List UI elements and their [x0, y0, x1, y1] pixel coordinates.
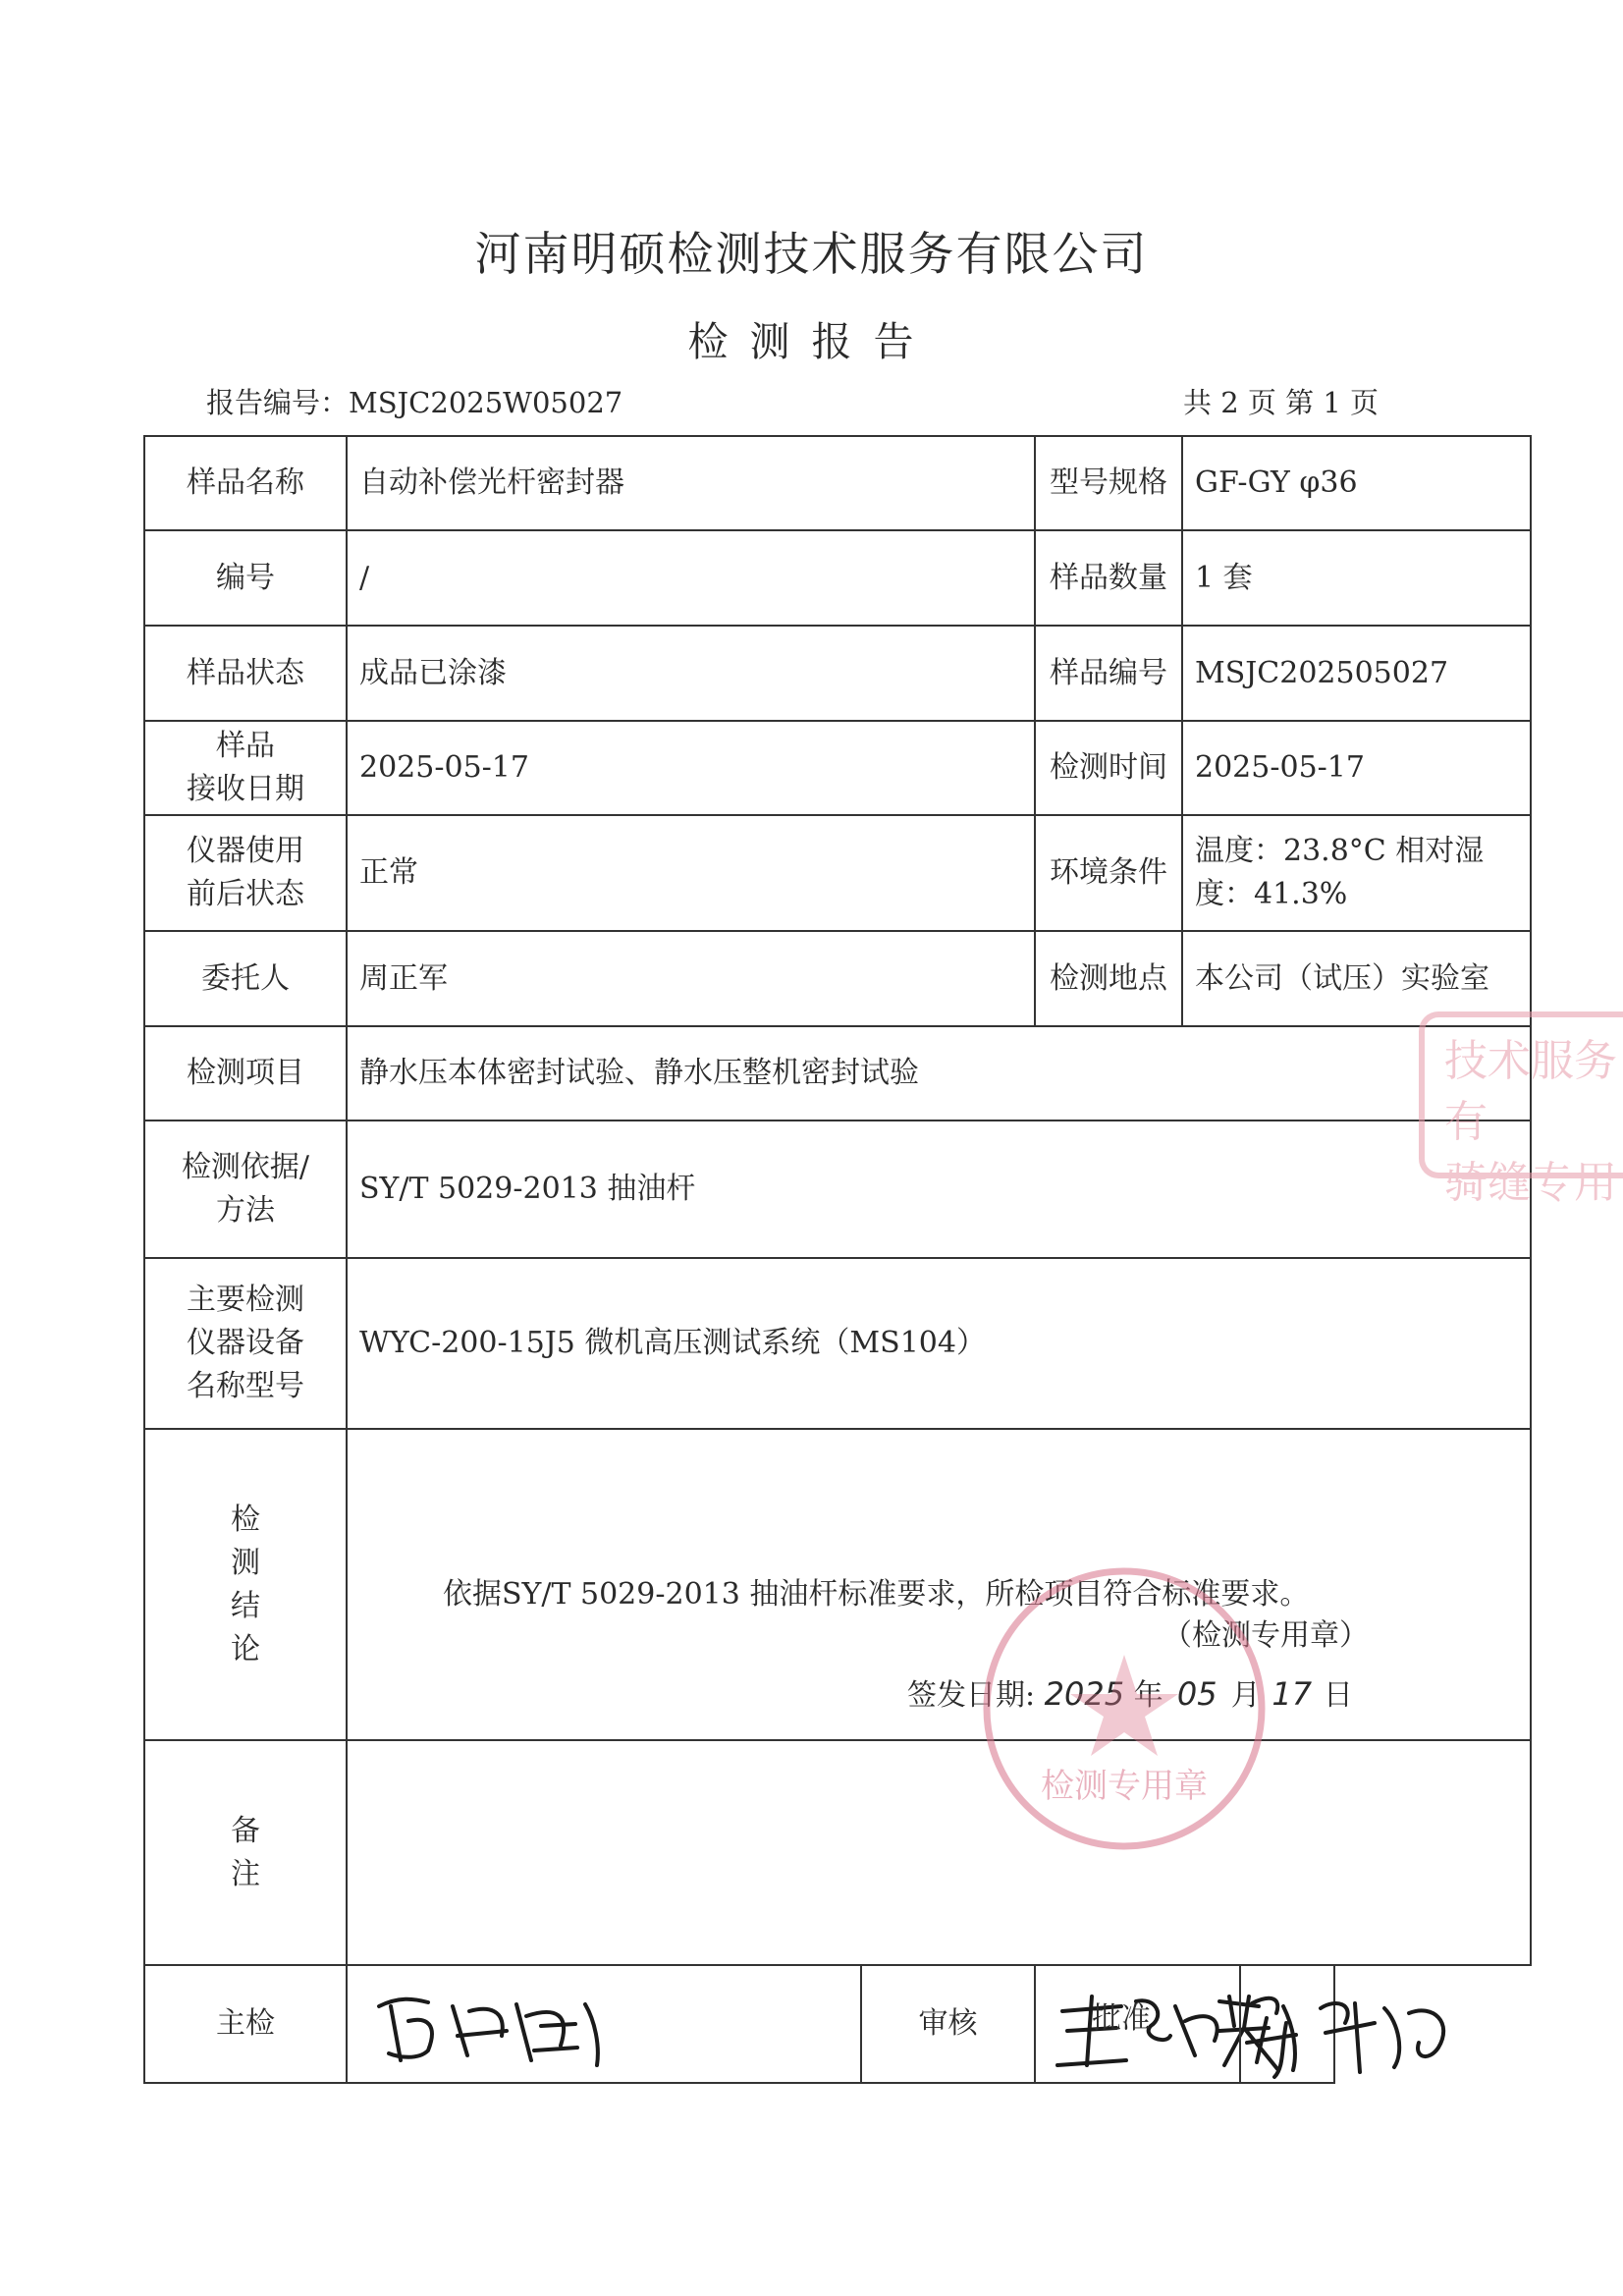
- items-value: 静水压本体密封试验、静水压整机密封试验: [347, 1026, 1531, 1121]
- row-items: [144, 1026, 1531, 1121]
- row-client: [144, 931, 1531, 1026]
- approver-signature: [1227, 1964, 1492, 2082]
- conclusion-char: 论: [231, 1631, 260, 1667]
- seal-text: 检测专用章: [1041, 1767, 1208, 1806]
- month-char: 月: [1230, 1678, 1261, 1713]
- report-number: 报告编号：MSJC2025W05027: [206, 386, 623, 419]
- issue-date-label: 签发日期:: [907, 1678, 1036, 1713]
- inspector-label: 主检: [144, 1965, 347, 2083]
- day-char: 日: [1323, 1678, 1353, 1713]
- conclusion-cell: [347, 1429, 1531, 1740]
- issue-year: 2025: [1044, 1675, 1125, 1713]
- issue-month: 05: [1176, 1675, 1217, 1713]
- row-instrument: [144, 815, 1531, 931]
- conclusion-char: 结: [231, 1588, 260, 1623]
- row-basis: [144, 1121, 1531, 1258]
- sample-name-value: 自动补偿光杆密封器: [347, 436, 1035, 530]
- number-value: /: [347, 530, 1035, 626]
- row-conclusion: [144, 1429, 1531, 1740]
- remarks-value: [347, 1740, 1531, 1965]
- conclusion-char: 测: [231, 1545, 260, 1580]
- location-label: 检测地点: [1035, 931, 1182, 1026]
- remarks-char: 注: [231, 1856, 260, 1891]
- quantity-value: 1 套: [1182, 530, 1531, 626]
- inspector-signature: [359, 1967, 644, 2081]
- inspector-signature-cell: [347, 1965, 861, 2083]
- conclusion-char: 检: [231, 1502, 260, 1537]
- issue-day: 17: [1271, 1675, 1313, 1713]
- status-label: 样品状态: [144, 626, 347, 721]
- reviewer-label: 审核: [861, 1965, 1035, 2083]
- equip-label-line-3: 名称型号: [187, 1369, 304, 1403]
- basis-label: [144, 1121, 347, 1258]
- model-label: 型号规格: [1035, 436, 1182, 530]
- model-value: GF-GY φ36: [1182, 436, 1531, 530]
- receive-date-label: [144, 721, 347, 815]
- row-equipment: [144, 1258, 1531, 1429]
- location-value: 本公司（试压）实验室: [1182, 931, 1531, 1026]
- company-name: 河南明硕检测技术服务有限公司: [474, 228, 1149, 282]
- sample-name-label: 样品名称: [144, 436, 347, 530]
- year-char: 年: [1133, 1678, 1163, 1713]
- approver-label-overlay: 批准: [1092, 2001, 1151, 2036]
- equipment-value: WYC-200-15J5 微机高压测试系统（MS104）: [347, 1258, 1531, 1429]
- number-label: 编号: [144, 530, 347, 626]
- receive-label-line-1: 样品: [216, 729, 275, 763]
- instrument-label-line-1: 仪器使用: [187, 834, 304, 868]
- test-time-label: 检测时间: [1035, 721, 1182, 815]
- document-title: 检测报告: [687, 318, 936, 365]
- instrument-status-value: 正常: [347, 815, 1035, 931]
- seal-note: （检测专用章）: [1163, 1618, 1369, 1653]
- equip-label-line-2: 仪器设备: [187, 1326, 304, 1360]
- conclusion-text: 依据SY/T 5029-2013 抽油杆标准要求，所检项目符合标准要求。: [443, 1576, 1310, 1612]
- items-label: 检测项目: [144, 1026, 347, 1121]
- row-number: [144, 530, 1531, 626]
- remarks-char: 备: [231, 1813, 260, 1848]
- quantity-label: 样品数量: [1035, 530, 1182, 626]
- equipment-label: [144, 1258, 347, 1429]
- remarks-label: [144, 1740, 347, 1965]
- equip-label-line-1: 主要检测: [187, 1283, 304, 1317]
- edge-seal-line-1: 技术服务有: [1444, 1036, 1617, 1147]
- report-table: [143, 435, 1532, 2084]
- issue-date: [907, 1672, 1353, 1718]
- test-time-value: 2025-05-17: [1182, 721, 1531, 815]
- sample-no-value: MSJC202505027: [1182, 626, 1531, 721]
- client-value: 周正军: [347, 931, 1035, 1026]
- client-label: 委托人: [144, 931, 347, 1026]
- row-sample-name: [144, 436, 1531, 530]
- basis-label-line-2: 方法: [216, 1193, 275, 1228]
- env-label: 环境条件: [1035, 815, 1182, 931]
- status-value: 成品已涂漆: [347, 626, 1035, 721]
- sample-no-label: 样品编号: [1035, 626, 1182, 721]
- page-info: 共 2 页 第 1 页: [1183, 386, 1379, 419]
- conclusion-label: [144, 1429, 347, 1740]
- instrument-label-line-2: 前后状态: [187, 877, 304, 911]
- instrument-status-label: [144, 815, 347, 931]
- receive-label-line-2: 接收日期: [187, 772, 304, 806]
- row-remarks: [144, 1740, 1531, 1965]
- basis-value: SY/T 5029-2013 抽油杆: [347, 1121, 1531, 1258]
- env-value: 温度：23.8°C 相对湿度：41.3%: [1182, 815, 1531, 931]
- row-receive-date: [144, 721, 1531, 815]
- edge-seal-line-2: 骑缝专用: [1444, 1158, 1617, 1208]
- receive-date-value: 2025-05-17: [347, 721, 1035, 815]
- basis-label-line-1: 检测依据/: [181, 1150, 310, 1184]
- row-status: [144, 626, 1531, 721]
